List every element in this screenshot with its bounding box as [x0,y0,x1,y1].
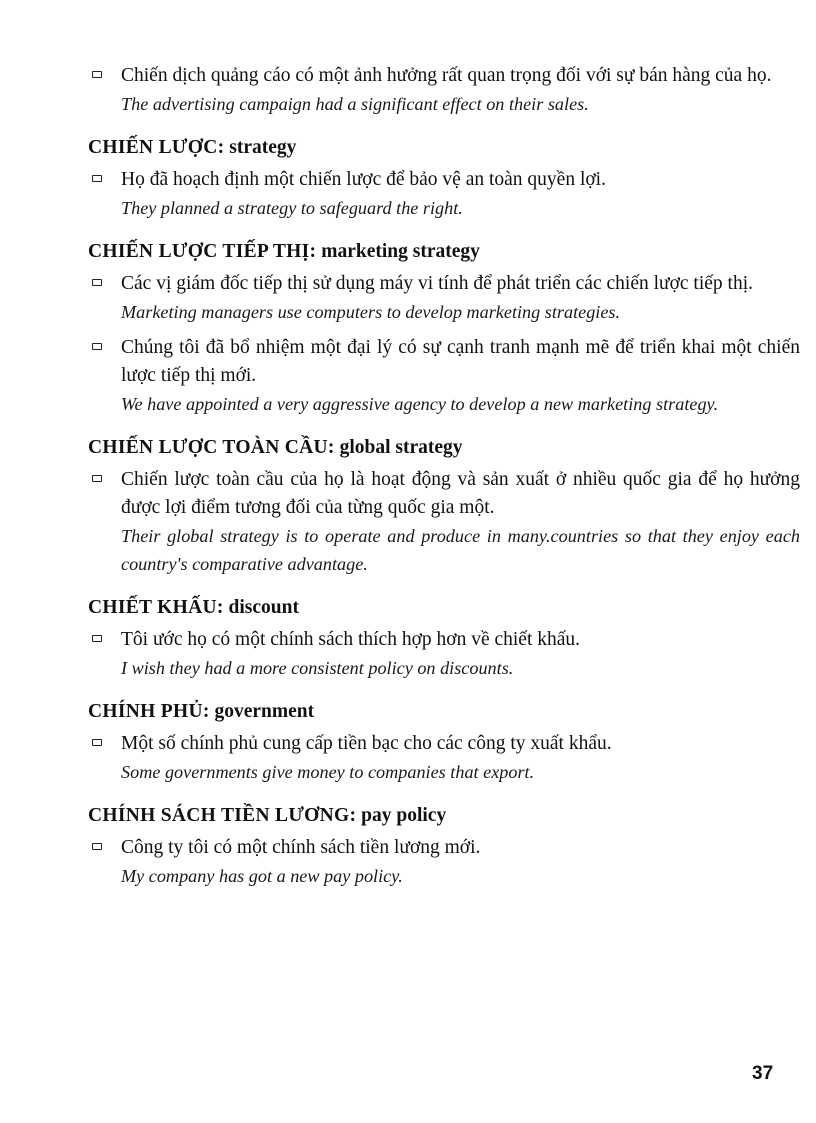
example-english: The advertising campaign had a significant effect on their sales. [121,94,589,114]
entry-heading [88,238,800,266]
entry-heading [88,802,800,830]
page-number: 37 [752,1063,774,1084]
example-item [88,730,800,786]
term-vietnamese: CHIẾN LƯỢC TIẾP THỊ: [88,241,317,262]
example-english: We have appointed a very aggressive agency to develop a new marketing strategy. [121,394,719,414]
term-vietnamese: CHIẾT KHẤU: [88,597,224,618]
term-vietnamese: CHÍNH SÁCH TIỀN LƯƠNG: [88,805,357,826]
example-item [88,270,800,326]
checkbox-bullet-icon [92,279,102,286]
entry-pay-policy [88,802,800,890]
entry-heading [88,134,800,162]
entry-marketing-strategy [88,238,800,418]
example-vietnamese: Một số chính phủ cung cấp tiền bạc cho các công ty xuất khẩu. [121,733,612,754]
term-vietnamese: CHIẾN LƯỢC TOÀN CẦU: [88,437,335,458]
checkbox-bullet-icon [92,71,102,78]
example-item [88,834,800,890]
checkbox-bullet-icon [92,475,102,482]
example-english: My company has got a new pay policy. [121,866,403,886]
term-english: marketing strategy [321,241,480,262]
checkbox-bullet-icon [92,635,102,642]
term-vietnamese: CHÍNH PHỦ: [88,701,210,722]
example-vietnamese: Chiến lược toàn cầu của họ là hoạt động và sản xuất ở nhiều quốc gia để họ hưởng được lợi điểm tương đối của từng quốc gia một. [121,469,800,518]
entry-discount [88,594,800,682]
example-item [88,62,800,118]
entry-heading [88,698,800,726]
checkbox-bullet-icon [92,175,102,182]
entry-continued [88,62,800,118]
entry-strategy [88,134,800,222]
example-vietnamese: Các vị giám đốc tiếp thị sử dụng máy vi tính để phát triển các chiến lược tiếp thị. [121,273,753,294]
dictionary-page [88,62,800,906]
entry-government [88,698,800,786]
entry-heading [88,594,800,622]
example-vietnamese: Tôi ước họ có một chính sách thích hợp hơn về chiết khấu. [121,629,581,650]
example-english: I wish they had a more consistent policy on discounts. [121,658,514,678]
example-item [88,334,800,418]
term-english: global strategy [339,437,463,458]
term-english: pay policy [361,805,447,826]
checkbox-bullet-icon [92,739,102,746]
example-english: Some governments give money to companies that export. [121,762,535,782]
term-english: strategy [229,137,297,158]
example-item [88,166,800,222]
example-english: They planned a strategy to safeguard the right. [121,198,463,218]
example-vietnamese: Họ đã hoạch định một chiến lược để bảo vệ an toàn quyền lợi. [121,169,606,190]
term-vietnamese: CHIẾN LƯỢC: [88,137,225,158]
example-english: Marketing managers use computers to develop marketing strategies. [121,302,621,322]
example-vietnamese: Chúng tôi đã bổ nhiệm một đại lý có sự cạnh tranh mạnh mẽ để triển khai một chiến lược tiếp thị mới. [121,337,800,386]
example-vietnamese: Công ty tôi có một chính sách tiền lương mới. [121,837,481,858]
entry-heading [88,434,800,462]
checkbox-bullet-icon [92,343,102,350]
example-item [88,626,800,682]
example-english: Their global strategy is to operate and produce in many.countries so that they enjoy each country's comparative advantage. [121,526,800,574]
entry-global-strategy [88,434,800,578]
term-english: discount [228,597,299,618]
checkbox-bullet-icon [92,843,102,850]
term-english: government [214,701,315,722]
example-vietnamese: Chiến dịch quảng cáo có một ảnh hưởng rất quan trọng đối với sự bán hàng của họ. [121,65,772,86]
example-item [88,466,800,578]
